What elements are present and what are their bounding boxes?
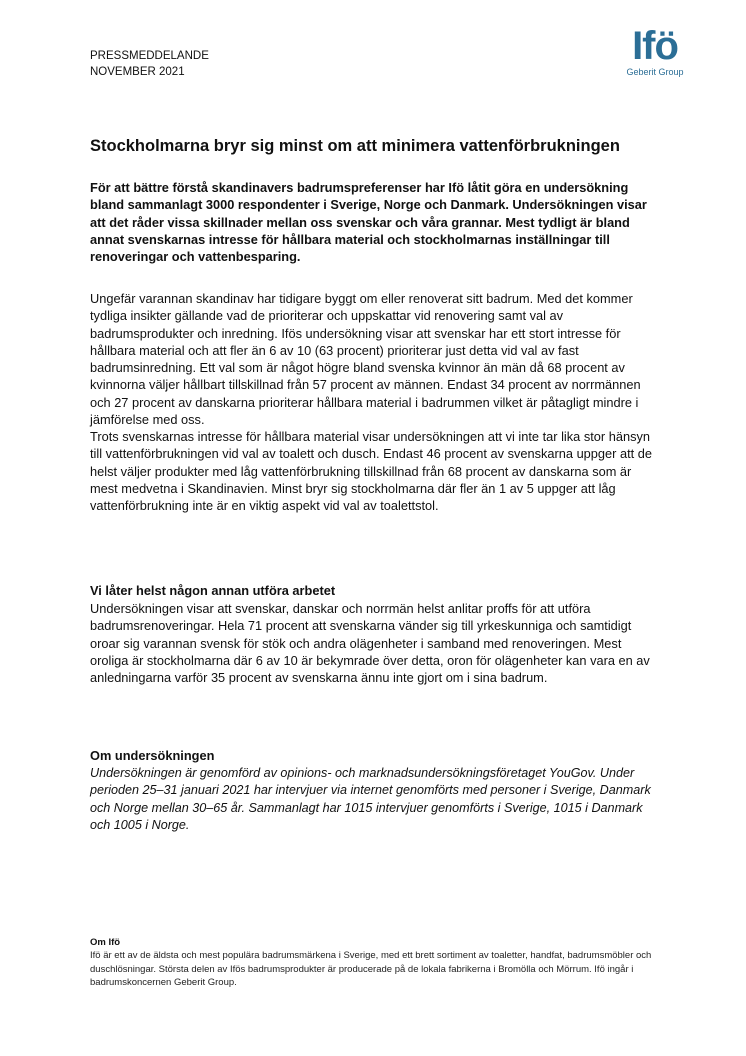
company-description: Ifö är ett av de äldsta och mest populära badrumsmärkena i Sverige, med ett brett sortiment av toaletter, handfat, badrumsmöbler och duschlösningar. Största delen av Ifös badrumsprodukter är producerade på de lokala fabrikerna i Bromölla och Mörrum. Ifö ingår i badrumskoncernen Geberit Group. (90, 950, 652, 989)
ifo-logo (620, 26, 690, 78)
survey-description: Undersökningen är genomförd av opinions- och marknadsundersökningsföretaget YouGov. Under perioden 25–31 januari 2021 har intervjuer via internet genomförts med personer i Sverige, Danmark och Norge mellan 30–65 år. Sammanlagt har 1015 intervjuer genomförts i Sverige, 1015 i Danmark och 1005 i Norge. (90, 766, 651, 832)
article-paragraph-1: Ungefär varannan skandinav har tidigare byggt om eller renoverat sitt badrum. Med det kommer tydliga insikter gällande vad de prioriterar och uppskattar vid renovering samt val av badrumsprodukter och inredning. Ifös undersökning visar att svenskar har ett stort intresse för hållbara material och att fler än 6 av 10 (63 procent) prioriterar just detta vid val av fast badrumsinredning. Ett val som är något högre bland svenska kvinnor än män då 68 procent av kvinnorna väljer hållbart tillskillnad från 57 procent av männen. Endast 34 procent av norrmännen och 27 procent av danskarna prioriterar hållbara material i badrummen vilket är påtagligt mindre i jämförelse med oss. (90, 291, 641, 428)
press-release-header (90, 48, 209, 80)
document-type-label: PRESSMEDDELANDE (90, 50, 209, 62)
company-heading: Om Ifö (90, 937, 121, 948)
article-title: Stockholmarna bryr sig minst om att minimera vattenförbrukningen (90, 137, 620, 155)
article-paragraph-2: Trots svenskarnas intresse för hållbara material visar undersökningen att vi inte tar lika stor hänsyn till vattenförbrukningen vid val av toalett och dusch. Endast 46 procent av svenskarna uppger att de helst väljer produkter med låg vattenförbrukning tillskillnad från 68 procent av danskarna som är mest medvetna i Skandinavien. Minst bryr sig stockholmarna där fler än 1 av 5 uppger att låg vattenförbrukning inte är en viktig aspekt vid val av toalettstol. (90, 429, 652, 514)
article-lead: För att bättre förstå skandinavers badrumspreferenser har Ifö låtit göra en undersökning bland sammanlagt 3000 respondenter i Sverige, Norge och Danmark. Undersökningen visar att det råder vissa skillnader mellan oss svenskar och våra grannar. Mest tydligt är bland annat svenskarnas intresse för hållbara material och stockholmarnas inställningar till renoveringar och vattenbesparing. (90, 180, 647, 265)
article-paragraph-3: Undersökningen visar att svenskar, danskar och norrmän helst anlitar proffs för att utföra badrumsrenoveringar. Hela 71 procent att svenskarna vänder sig till yrkeskunniga och samtidigt oroar sig varannan svensk för stök och andra olägenheter i samband med renoveringen. Mest oroliga är stockholmarna där 6 av 10 är bekymrade över detta, oron för olägenheter kan vara en av anledningarna varför 35 procent av svenskarna ännu inte gjort om i sina badrum. (90, 601, 650, 686)
logo-wordmark: Ifö (632, 24, 678, 68)
logo-subtitle: Geberit Group (626, 67, 684, 77)
release-date: NOVEMBER 2021 (90, 66, 185, 78)
survey-heading: Om undersökningen (90, 748, 215, 763)
article-subheading: Vi låter helst någon annan utföra arbetet (90, 583, 336, 598)
